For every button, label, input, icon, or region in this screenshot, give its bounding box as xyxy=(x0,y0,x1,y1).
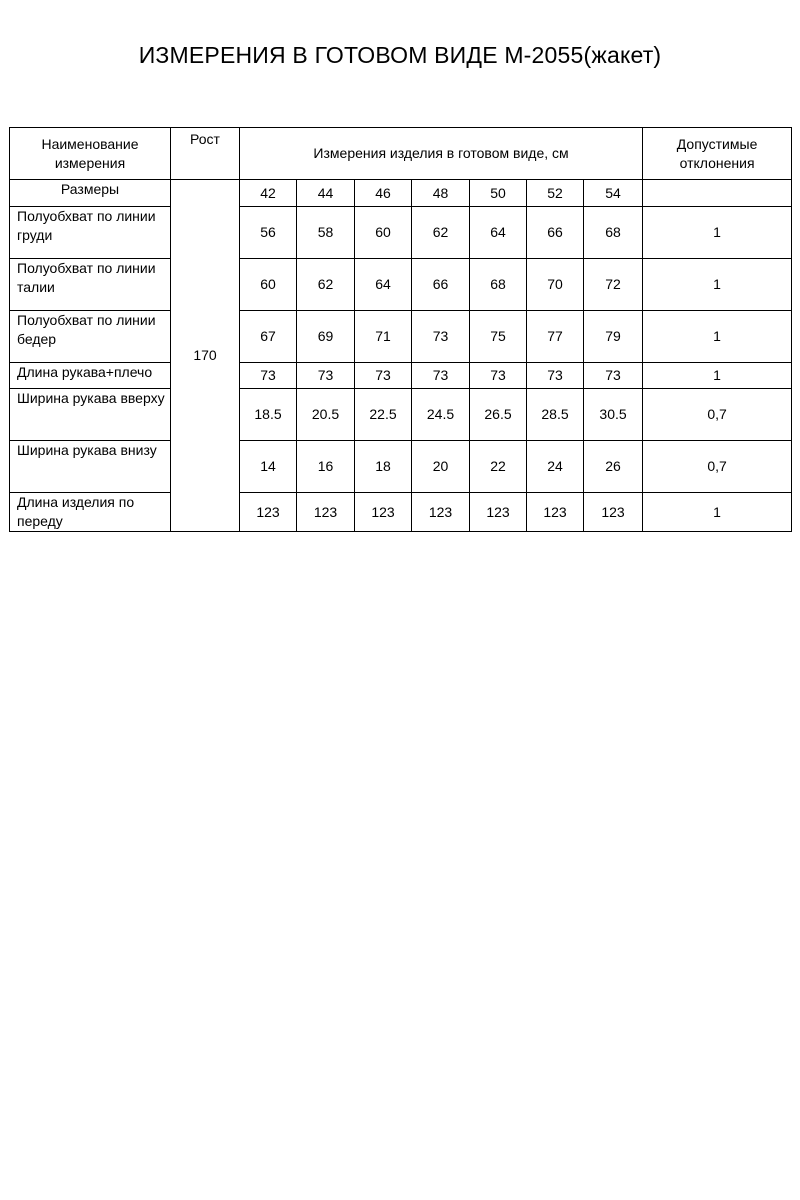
deviation-cell: 0,7 xyxy=(643,441,792,493)
value-cell: 26.5 xyxy=(470,389,527,441)
value-cell: 73 xyxy=(412,363,470,389)
header-name-cell: Наименование измерения xyxy=(10,128,171,180)
size-cell: 44 xyxy=(297,180,355,207)
table-row xyxy=(10,311,792,363)
value-cell: 70 xyxy=(527,259,584,311)
table-row xyxy=(10,363,792,389)
value-cell: 16 xyxy=(297,441,355,493)
value-cell: 18.5 xyxy=(240,389,297,441)
table-row xyxy=(10,493,792,532)
size-cell: 46 xyxy=(355,180,412,207)
row-name-cell: Длина изделия по переду xyxy=(10,493,171,532)
height-value-cell: 170 xyxy=(171,180,240,532)
header-row xyxy=(10,128,792,180)
header-measurements-cell: Измерения изделия в готовом виде, см xyxy=(240,128,643,180)
empty-deviation-cell xyxy=(643,180,792,207)
value-cell: 73 xyxy=(355,363,412,389)
size-cell: 48 xyxy=(412,180,470,207)
row-name-cell: Ширина рукава вверху xyxy=(10,389,171,441)
value-cell: 123 xyxy=(584,493,643,532)
size-cell: 54 xyxy=(584,180,643,207)
size-cell: 42 xyxy=(240,180,297,207)
row-name-cell: Ширина рукава внизу xyxy=(10,441,171,493)
size-cell: 50 xyxy=(470,180,527,207)
table-row xyxy=(10,389,792,441)
value-cell: 58 xyxy=(297,207,355,259)
value-cell: 73 xyxy=(584,363,643,389)
value-cell: 18 xyxy=(355,441,412,493)
value-cell: 73 xyxy=(297,363,355,389)
value-cell: 123 xyxy=(412,493,470,532)
value-cell: 73 xyxy=(470,363,527,389)
value-cell: 73 xyxy=(527,363,584,389)
value-cell: 123 xyxy=(527,493,584,532)
value-cell: 14 xyxy=(240,441,297,493)
value-cell: 123 xyxy=(297,493,355,532)
value-cell: 123 xyxy=(240,493,297,532)
sizes-row xyxy=(10,180,792,207)
value-cell: 30.5 xyxy=(584,389,643,441)
deviation-cell: 1 xyxy=(643,493,792,532)
header-height-cell: Рост xyxy=(171,128,240,180)
value-cell: 26 xyxy=(584,441,643,493)
value-cell: 24.5 xyxy=(412,389,470,441)
deviation-cell: 1 xyxy=(643,259,792,311)
value-cell: 77 xyxy=(527,311,584,363)
row-name-cell: Полуобхват по линии бедер xyxy=(10,311,171,363)
table-row xyxy=(10,207,792,259)
value-cell: 79 xyxy=(584,311,643,363)
value-cell: 67 xyxy=(240,311,297,363)
value-cell: 73 xyxy=(240,363,297,389)
row-name-cell: Полуобхват по линии талии xyxy=(10,259,171,311)
table-row xyxy=(10,259,792,311)
value-cell: 20.5 xyxy=(297,389,355,441)
value-cell: 56 xyxy=(240,207,297,259)
value-cell: 123 xyxy=(470,493,527,532)
value-cell: 60 xyxy=(355,207,412,259)
size-cell: 52 xyxy=(527,180,584,207)
row-name-cell: Полуобхват по линии груди xyxy=(10,207,171,259)
value-cell: 66 xyxy=(527,207,584,259)
sizes-label-cell: Размеры xyxy=(10,180,171,207)
value-cell: 62 xyxy=(297,259,355,311)
value-cell: 66 xyxy=(412,259,470,311)
value-cell: 68 xyxy=(584,207,643,259)
table-row xyxy=(10,441,792,493)
value-cell: 69 xyxy=(297,311,355,363)
value-cell: 64 xyxy=(470,207,527,259)
value-cell: 64 xyxy=(355,259,412,311)
value-cell: 20 xyxy=(412,441,470,493)
measurements-table xyxy=(9,127,792,532)
value-cell: 28.5 xyxy=(527,389,584,441)
value-cell: 71 xyxy=(355,311,412,363)
value-cell: 75 xyxy=(470,311,527,363)
deviation-cell: 1 xyxy=(643,311,792,363)
value-cell: 73 xyxy=(412,311,470,363)
value-cell: 22 xyxy=(470,441,527,493)
header-deviation-cell: Допустимые отклонения xyxy=(643,128,792,180)
row-name-cell: Длина рукава+плечо xyxy=(10,363,171,389)
value-cell: 123 xyxy=(355,493,412,532)
deviation-cell: 0,7 xyxy=(643,389,792,441)
deviation-cell: 1 xyxy=(643,207,792,259)
value-cell: 60 xyxy=(240,259,297,311)
value-cell: 62 xyxy=(412,207,470,259)
value-cell: 68 xyxy=(470,259,527,311)
page-title: ИЗМЕРЕНИЯ В ГОТОВОМ ВИДЕ М-2055(жакет) xyxy=(138,42,662,68)
deviation-cell: 1 xyxy=(643,363,792,389)
value-cell: 72 xyxy=(584,259,643,311)
value-cell: 22.5 xyxy=(355,389,412,441)
value-cell: 24 xyxy=(527,441,584,493)
